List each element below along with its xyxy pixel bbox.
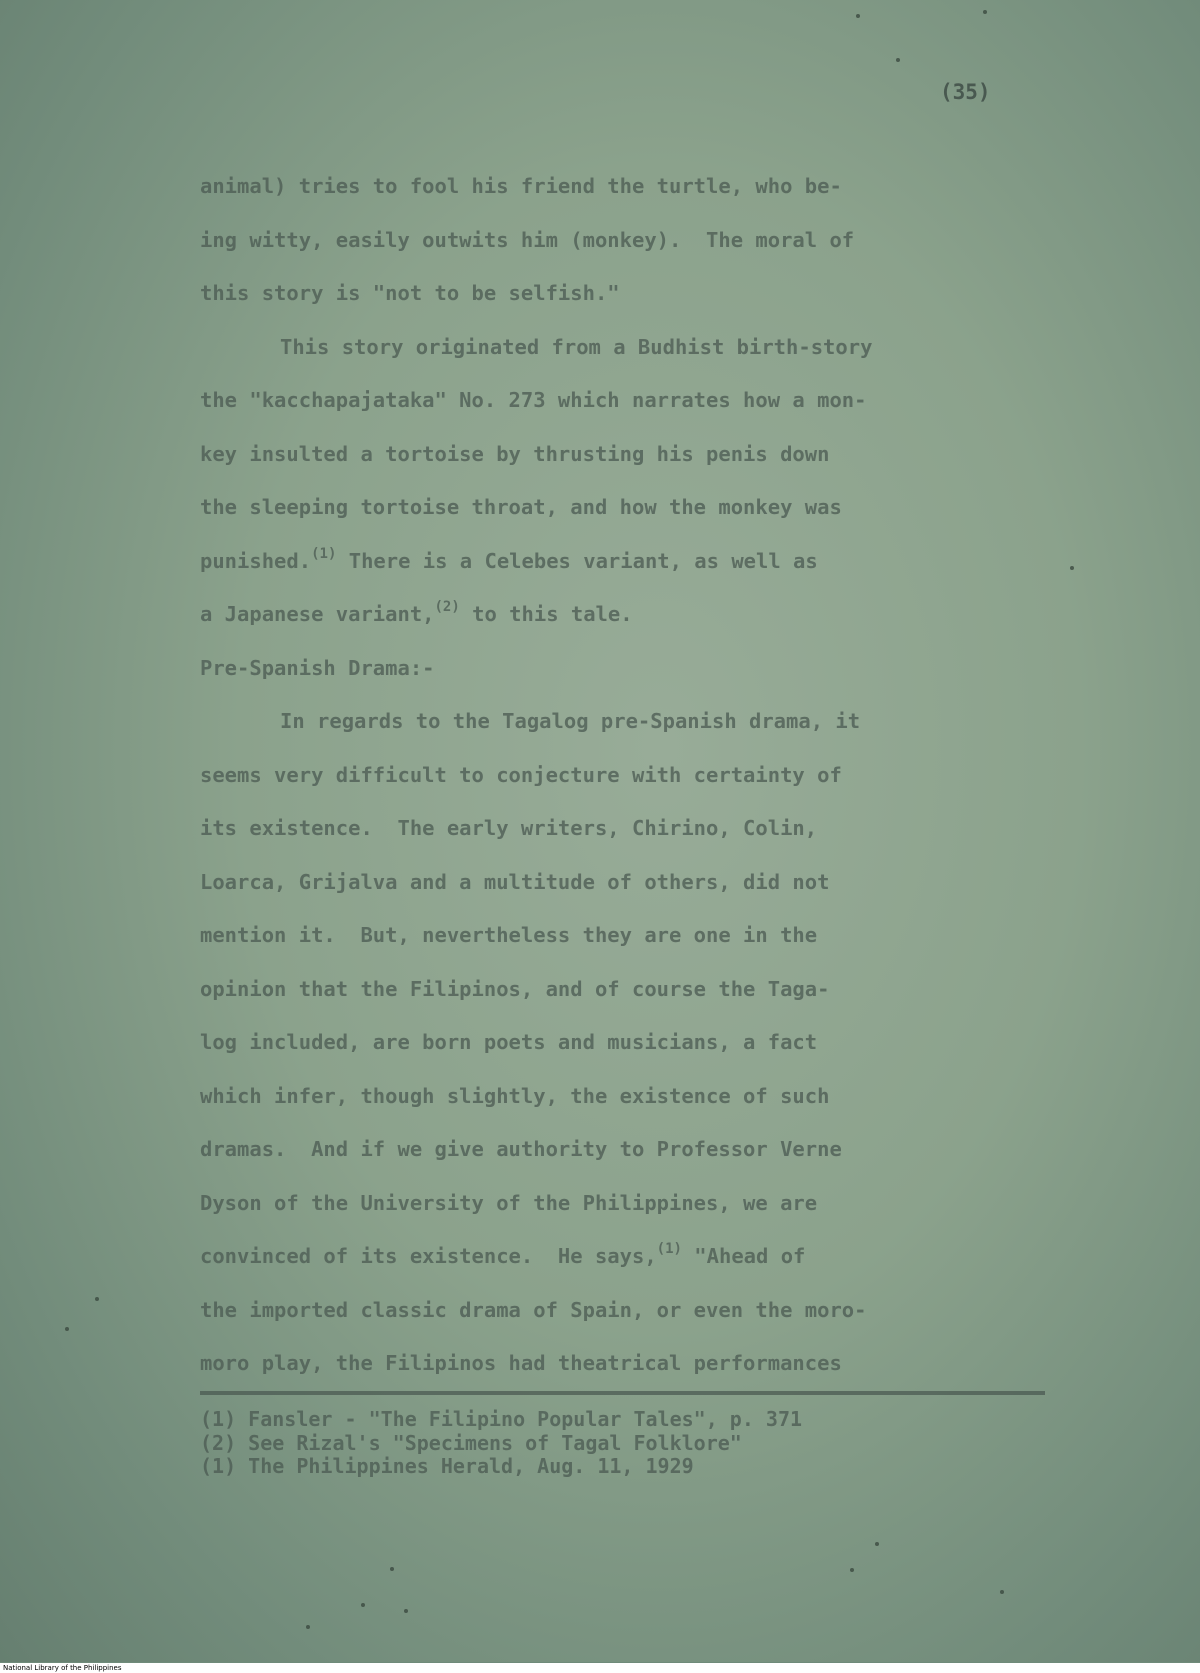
text-line: its existence. The early writers, Chirino, Colin, bbox=[200, 816, 818, 840]
speck bbox=[390, 1567, 394, 1571]
speck bbox=[306, 1625, 310, 1629]
line-text: a Japanese variant, bbox=[200, 602, 435, 626]
line-text: to this tale. bbox=[459, 602, 633, 626]
speck bbox=[983, 10, 987, 14]
text-line: the imported classic drama of Spain, or even the moro- bbox=[200, 1297, 867, 1322]
text-line bbox=[200, 588, 1080, 642]
text-line: key insulted a tortoise by thrusting his penis down bbox=[200, 441, 830, 466]
line-text: "Ahead of bbox=[681, 1244, 806, 1268]
text-line: mention it. But, nevertheless they are one in the bbox=[200, 923, 818, 947]
text-line: the sleeping tortoise throat, and how the monkey was bbox=[200, 495, 842, 519]
text-line: This story originated from a Budhist birth-story bbox=[280, 334, 873, 359]
text-line: opinion that the Filipinos, and of course the Taga- bbox=[200, 976, 830, 1001]
footnote-marker: (1) bbox=[311, 545, 337, 562]
library-caption: National Library of the Philippines bbox=[0, 1663, 1200, 1673]
footnote: (1) Fansler - "The Filipino Popular Tales", p. 371 bbox=[200, 1407, 803, 1431]
line-text: convinced of its existence. He says, bbox=[200, 1244, 657, 1268]
speck bbox=[404, 1609, 408, 1613]
speck bbox=[1000, 1590, 1004, 1594]
footnote: (1) The Philippines Herald, Aug. 11, 1929 bbox=[200, 1454, 694, 1478]
footnote: (2) See Rizal's "Specimens of Tagal Folklore" bbox=[200, 1430, 742, 1455]
speck bbox=[361, 1603, 365, 1607]
footnote-divider bbox=[200, 1391, 1045, 1395]
footnotes bbox=[200, 1408, 1080, 1479]
footnote-marker: (2) bbox=[434, 599, 460, 615]
text-line: log included, are born poets and musicians, a fact bbox=[200, 1030, 818, 1054]
text-line bbox=[200, 535, 1080, 589]
speck bbox=[875, 1542, 879, 1546]
text-line: this story is "not to be selfish." bbox=[200, 281, 620, 305]
section-heading: Pre-Spanish Drama:- bbox=[200, 655, 435, 680]
text-line: the "kacchapajataka" No. 273 which narrates how a mon- bbox=[200, 388, 867, 412]
speck bbox=[896, 58, 900, 62]
text-line: seems very difficult to conjecture with certainty of bbox=[200, 762, 842, 787]
text-line: ing witty, easily outwits him (monkey). The moral of bbox=[200, 227, 855, 252]
text-line: which infer, though slightly, the existence of such bbox=[200, 1083, 830, 1108]
speck bbox=[65, 1327, 69, 1331]
speck bbox=[95, 1297, 99, 1301]
text-line: dramas. And if we give authority to Professor Verne bbox=[200, 1137, 842, 1161]
line-text: There is a Celebes variant, as well as bbox=[336, 548, 818, 573]
speck bbox=[850, 1568, 854, 1572]
line-text: punished. bbox=[200, 548, 312, 573]
text-line bbox=[200, 1230, 1080, 1284]
text-line: In regards to the Tagalog pre-Spanish drama, it bbox=[280, 709, 861, 733]
page-number: (35) bbox=[940, 80, 991, 104]
footnote-marker: (1) bbox=[656, 1241, 682, 1257]
body-text bbox=[200, 160, 1080, 1391]
text-line: Dyson of the University of the Philippines, we are bbox=[200, 1190, 818, 1215]
speck bbox=[856, 14, 860, 18]
text-line: Loarca, Grijalva and a multitude of others, did not bbox=[200, 869, 830, 894]
text-line: animal) tries to fool his friend the turtle, who be- bbox=[200, 174, 842, 198]
text-line: moro play, the Filipinos had theatrical performances bbox=[200, 1351, 842, 1375]
